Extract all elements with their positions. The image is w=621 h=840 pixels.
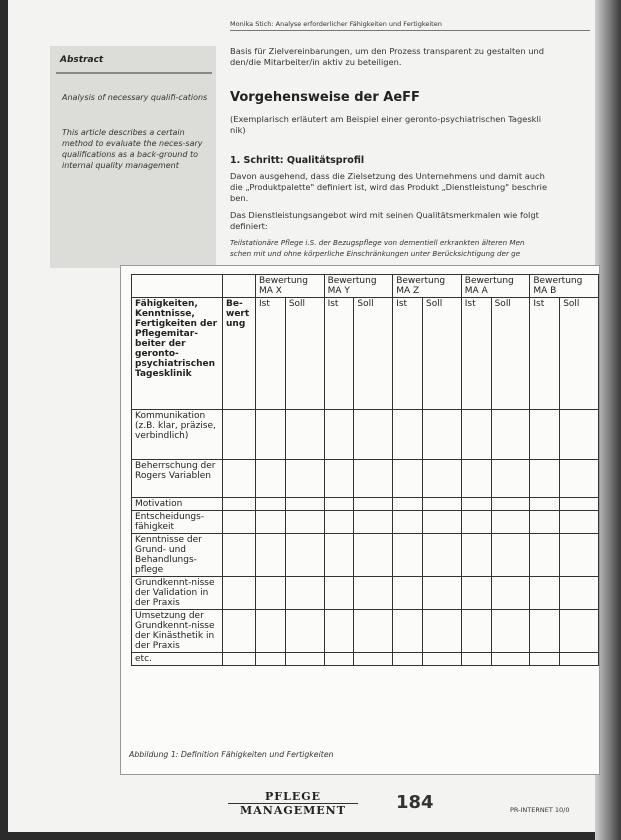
- ist-header: Ist: [461, 298, 491, 410]
- italic-line: Teilstationäre Pflege i.S. der Bezugspflege von dementiell erkrankten älteren Men: [230, 238, 525, 247]
- row-label: Grundkennt-nisse der Validation in der Praxis: [132, 577, 223, 610]
- bewertung-header: Bewertung MA Z: [393, 275, 462, 298]
- qualification-table: [131, 274, 599, 666]
- paragraph-line: definiert:: [230, 221, 268, 231]
- skills-column-header: Fähigkeiten, Kenntnisse, Fertigkeiten der Pflegemitar-beiter der geronto-psychiatrischen Tagesklinik: [132, 298, 223, 410]
- row-label: etc.: [132, 653, 223, 666]
- bewertung-header: Bewertung MA Y: [324, 275, 393, 298]
- abstract-title: Abstract: [60, 55, 104, 65]
- table-row: [132, 498, 599, 511]
- logo-bottom-text: MANAGEMENT: [240, 804, 346, 817]
- italic-line: schen mit und ohne körperliche Einschränkungen unter Berücksichtigung der ge: [230, 249, 521, 258]
- paragraph-line: die „Produktpalette" definiert ist, wird das Produkt „Dienstleistung" beschrie: [230, 182, 548, 192]
- table-row: [132, 577, 599, 610]
- heading-subline: (Exemplarisch erläutert am Beispiel einer geronto-psychiatrischen Tageskli: [230, 114, 542, 124]
- figure-box: [120, 265, 600, 775]
- row-label: Kommunikation (z.B. klar, präzise, verbindlich): [132, 410, 223, 460]
- running-header: Monika Stich: Analyse erforderlicher Fähigkeiten und Fertigkeiten: [230, 20, 590, 31]
- row-label: Beherrschung der Rogers Variablen: [132, 460, 223, 498]
- heading-subline: nik): [230, 125, 246, 135]
- ist-header: Ist: [530, 298, 560, 410]
- soll-header: Soll: [560, 298, 599, 410]
- paragraph-line: Das Dienstleistungsangebot wird mit seinen Qualitätsmerkmalen wie folgt: [230, 210, 539, 220]
- abstract-text: This article describes a certain method to evaluate the neces-sary qualifications as a back-ground to internal quality management: [62, 128, 203, 170]
- ist-header: Ist: [324, 298, 354, 410]
- soll-header: Soll: [285, 298, 324, 410]
- section-heading: Vorgehensweise der AeFF: [230, 90, 420, 105]
- soll-header: Soll: [354, 298, 393, 410]
- bewertung-header: Bewertung MA A: [461, 275, 530, 298]
- row-label: Motivation: [132, 498, 223, 511]
- journal-issue: PR-INTERNET 10/0: [510, 806, 570, 814]
- abstract-divider: [56, 72, 212, 74]
- row-label: Kenntnisse der Grund- und Behandlungs-pflege: [132, 534, 223, 577]
- bewertung-header: Bewertung MA X: [256, 275, 325, 298]
- row-label: Umsetzung der Grundkennt-nisse der Kinästhetik in der Praxis: [132, 610, 223, 653]
- ist-header: Ist: [393, 298, 423, 410]
- table-row: [132, 653, 599, 666]
- table-row: [132, 534, 599, 577]
- journal-logo: [228, 790, 358, 817]
- bewertung-header: Bewertung MA B: [530, 275, 599, 298]
- step-heading: 1. Schritt: Qualitätsprofil: [230, 155, 365, 166]
- page-number: 184: [396, 792, 434, 813]
- table-header-row: [132, 275, 599, 298]
- table-row: [132, 511, 599, 534]
- intro-line: den/die Mitarbeiter/in aktiv zu beteiligen.: [230, 57, 402, 67]
- table-row: [132, 410, 599, 460]
- soll-header: Soll: [491, 298, 530, 410]
- logo-top-text: PFLEGE: [228, 790, 358, 804]
- row-label: Entscheidungs-fähigkeit: [132, 511, 223, 534]
- figure-caption: Abbildung 1: Definition Fähigkeiten und Fertigkeiten: [129, 750, 334, 759]
- table-row: [132, 610, 599, 653]
- soll-header: Soll: [423, 298, 462, 410]
- table-row: [132, 460, 599, 498]
- ist-header: Ist: [256, 298, 286, 410]
- paragraph-line: Davon ausgehend, dass die Zielsetzung des Unternehmens und damit auch: [230, 171, 545, 181]
- abstract-subtitle: Analysis of necessary qualifi-cations: [62, 93, 208, 102]
- rating-column-header: Be-wert ung: [223, 298, 256, 410]
- intro-line: Basis für Zielvereinbarungen, um den Prozess transparent zu gestalten und: [230, 46, 545, 56]
- table-subheader-row: [132, 298, 599, 410]
- paragraph-line: ben.: [230, 193, 249, 203]
